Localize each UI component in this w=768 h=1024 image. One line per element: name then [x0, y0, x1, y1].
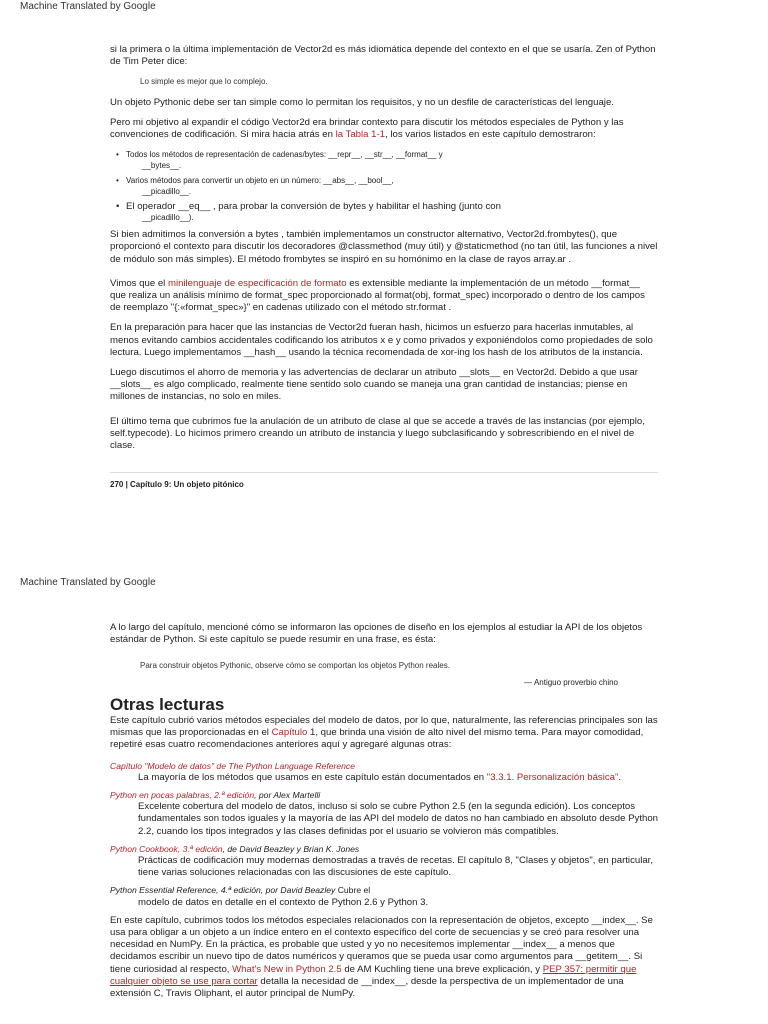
quote-attribution: — Antiguo proverbio chino	[524, 677, 618, 687]
reference-title[interactable]: Capítulo "Modelo de datos" de The Python Language Reference	[110, 760, 355, 771]
reference-title	[110, 789, 658, 801]
paragraph: A lo largo del capítulo, mencioné cómo se informaron las opciones de diseño en los ejemplos al estudiar la API de los objetos estándar de Python. Si este capítulo se puede resumir en una frase, es ésta:	[110, 622, 643, 646]
chapter-1-link[interactable]: Capítulo	[271, 727, 308, 739]
reference-title	[110, 843, 658, 855]
text: __picadillo__).	[142, 213, 194, 223]
text: Este capítulo cubrió varios métodos especiales del modelo de datos, por lo que, naturalmente, las referencias principales son las mismas que las proporcionadas en el	[110, 715, 658, 739]
paragraph: Si bien admitimos la conversión a bytes , también implementamos un constructor alternativo, Vector2d.frombytes(), que proporcionó el contexto para discutir los decoradores @classmethod (muy útil) y @staticmethod (no tan útil, las funciones a nivel de módulo son más simples). El método frombytes se inspiró en su homónimo en la clase de rayos array.ar .	[110, 229, 658, 265]
text: El operador __eq__ , para probar la conversión de bytes y habilitar el hashing (junto con	[126, 201, 501, 213]
text: Vimos que el	[110, 277, 168, 289]
paragraph	[110, 278, 658, 315]
reference-title	[110, 884, 658, 896]
machine-translated-label: Machine Translated by Google	[20, 1, 156, 12]
text: detalla la necesidad de __index__, desde la perspectiva de un implementador de una extensión C, Travis Oliphant, el autor principal de NumPy.	[110, 975, 624, 1000]
pythonic-quote: Para construir objetos Pythonic, observe cómo se comportan los objetos Python reales.	[140, 661, 450, 671]
text: .	[618, 771, 622, 783]
text: , los varios listados en este capítulo demostraron:	[385, 129, 596, 141]
paragraph	[110, 117, 658, 141]
text: __bytes__.	[142, 161, 182, 171]
text: La mayoría de los métodos que usamos en este capítulo están documentados en	[138, 771, 487, 783]
pep-357-link[interactable]: PEP 357: permitir que cualquier objeto se use para cortar	[110, 963, 637, 987]
text: 1, que brinda una visión de alto nivel del mismo tema. Para mayor comodidad, repetiré esas cuatro recomendaciones anteriores aquí y agregaré algunas otras:	[110, 727, 644, 751]
whats-new-link[interactable]: What's New in Python 2.5	[232, 963, 342, 975]
text: Varios métodos para convertir un objeto en un número: __abs__, __bool__,	[126, 176, 394, 186]
text: Cubre el	[335, 885, 371, 896]
list-item	[122, 175, 658, 197]
paragraph: En la preparación para hacer que las instancias de Vector2d fueran hash, hicimos un esfuerzo para hacerlas inmutables, al menos evitando cambios accidentales codificando los atributos x e y como privados y exponiéndolos como propiedades de solo lectura. Luego implementamos __hash__ usando la técnica recomendada de xor-ing los hash de los atributos de la instancia.	[110, 322, 653, 358]
section-heading: Otras lecturas	[110, 694, 225, 714]
reference-body: modelo de datos en detalle en el contexto de Python 2.6 y Python 3.	[138, 896, 429, 908]
zen-quote: Lo simple es mejor que lo complejo.	[140, 77, 268, 87]
text: de AM Kuchling tiene una breve explicación, y	[341, 963, 543, 975]
list-item	[122, 201, 658, 223]
text: Pero mi objetivo al expandir el código Vector2d era brindar contexto para discutir los métodos especiales de Python y las convenciones de codificación. Si mira hacia atrás en	[110, 116, 624, 141]
text: Python Essential Reference, 4.ª edición, por David Beazley	[110, 885, 336, 896]
text: , de David Beazley y Brian K. Jones	[222, 843, 360, 854]
footer-rule	[110, 472, 658, 473]
text: __picadillo__.	[142, 187, 191, 197]
paragraph: si la primera o la última implementación de Vector2d es más idiomática depende del contexto en el que se usaría. Zen of Python de Tim Peter dice:	[110, 44, 656, 68]
paragraph: Luego discutimos el ahorro de memoria y las advertencias de declarar un atributo __slots__ en Vector2d. Debido a que usar __slots__ es algo complicado, realmente tiene sentido solo cuando se maneja una gran cantidad de instancias; piense en millones de instancias, no solo en miles.	[110, 367, 638, 403]
reference-body: Excelente cobertura del modelo de datos, incluso si solo se cubre Python 2.5 (en la segunda edición). Los conceptos fundamentales son todos iguales y la mayoría de las API del modelo de datos no han cambiado en absoluto desde Python 2.2, cuando los tipos integrados y las clases definidas por el usuario se volvieron más compatibles.	[138, 801, 659, 837]
page-footer: 270 | Capítulo 9: Un objeto pitónico	[110, 480, 244, 490]
text: Todos los métodos de representación de cadenas/bytes: __repr__, __str__, __format__ y	[126, 150, 443, 160]
text: En este capítulo, cubrimos todos los métodos especiales relacionados con la representación de objetos, excepto __index__. Se usa para obligar a un objeto a un índice entero en el contexto específico del corte de secuencias y se creó para resolver una necesidad en NumPy. En la práctica, es probable que usted y yo no necesitemos implementar __index__ a menos que decidamos escribir un nuevo tipo de datos numéricos y queramos que se pueda usar como argumentos para __getitem__. Si tiene curiosidad al respecto,	[110, 914, 653, 975]
reference-body	[138, 772, 658, 784]
list-item	[122, 149, 658, 171]
page-1-content	[110, 44, 658, 491]
paragraph	[110, 915, 658, 1000]
reference-body: Prácticas de codificación muy modernas demostradas a través de recetas. El capítulo 8, "Clases y objetos", en particular, tiene varias soluciones relacionadas con las discusiones de este capítulo.	[138, 855, 653, 879]
text: es extensible mediante la implementación de un método __format__ que realiza un análisis mínimo de format_spec proporcionado al format(obj, format_spec) incorporado o dentro de los campos de reemplazo "{:«format_spec»}" en cadenas utilizado con el método str.format .	[110, 277, 645, 314]
book-link[interactable]: Python Cookbook, 3.ª edición	[110, 843, 223, 854]
table-1-1-link[interactable]: la Tabla 1-1	[335, 129, 386, 141]
paragraph: El último tema que cubrimos fue la anulación de un atributo de clase al que se accede a través de las instancias (por ejemplo, self.typecode). Lo hicimos primero creando un atributo de instancia y luego subclasificando y sobrescribiendo en el nivel de clase.	[110, 415, 645, 452]
methods-list	[110, 149, 658, 223]
paragraph	[110, 715, 658, 752]
text: , por Alex Martelli	[254, 790, 321, 801]
machine-translated-label: Machine Translated by Google	[20, 577, 156, 588]
personalizacion-link[interactable]: "3.3.1. Personalización básica"	[486, 771, 619, 783]
page-2-content	[110, 622, 658, 1008]
format-spec-link[interactable]: minilenguaje de especificación de formato	[167, 277, 347, 289]
paragraph: Un objeto Pythonic debe ser tan simple como lo permitan los requisitos, y no un desfile de características del lenguaje.	[110, 96, 614, 108]
book-link[interactable]: Python en pocas palabras, 2.ª edición	[110, 790, 255, 801]
